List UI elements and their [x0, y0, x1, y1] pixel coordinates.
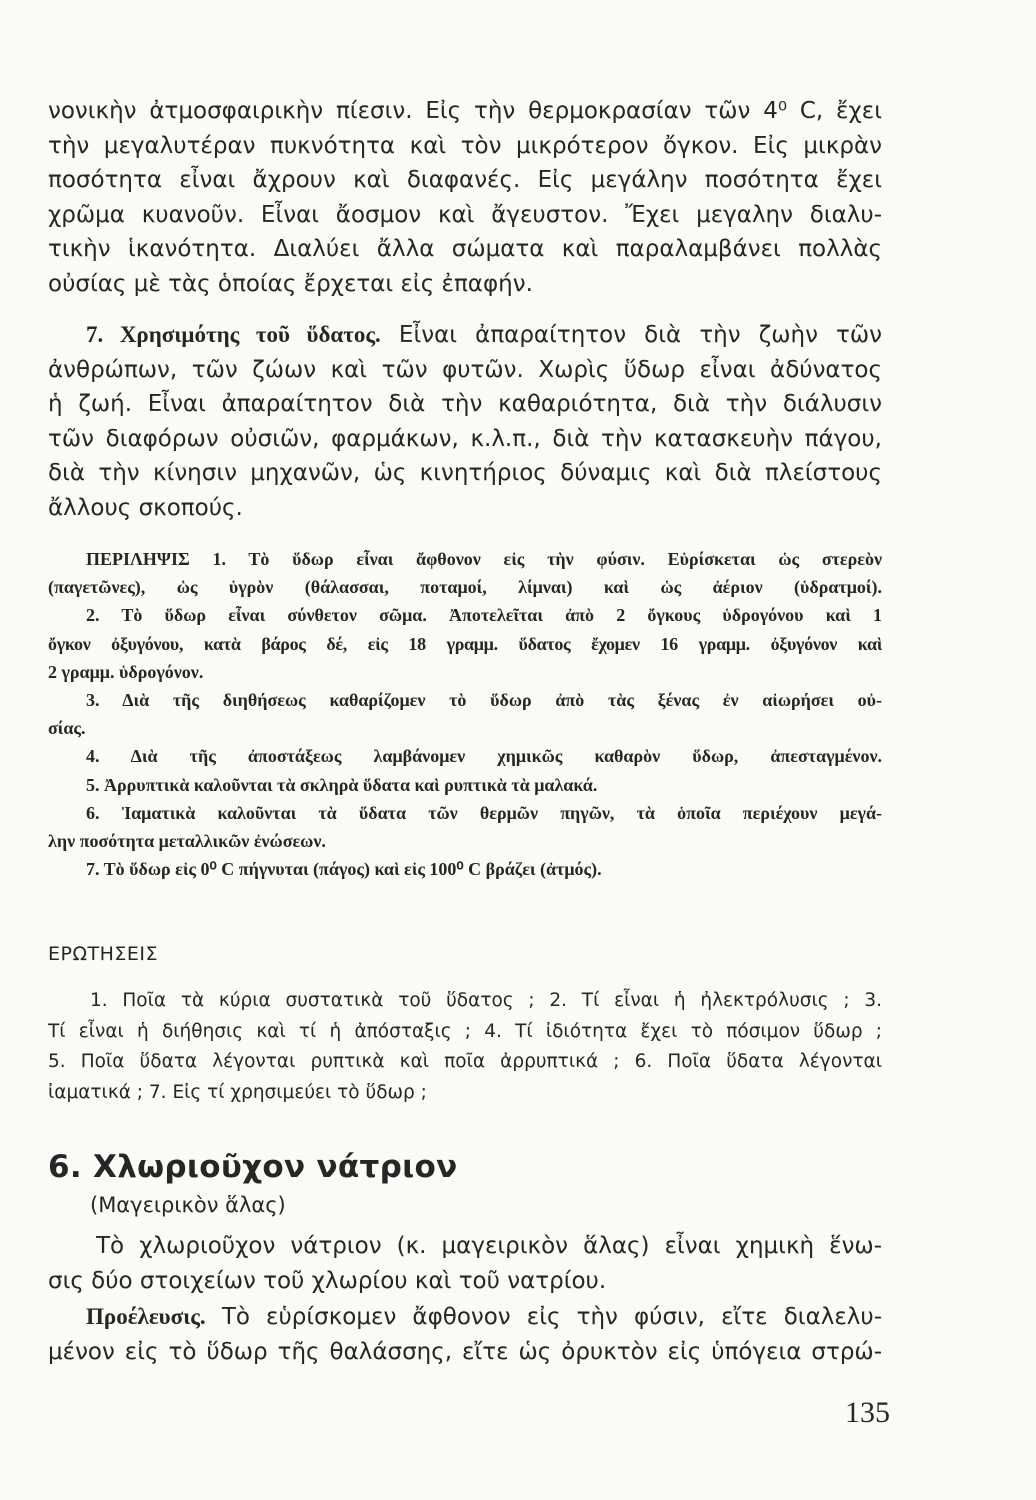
summary-line: λην ποσότητα μεταλλικῶν ἐνώσεων.: [48, 831, 326, 852]
section-title: 6. Χλωριοῦχον νάτριον: [48, 1149, 458, 1185]
text-line: τῶν διαφόρων οὐσιῶν, φαρμάκων, κ.λ.π., διὰ τὴν κατασκευὴν πάγου,: [48, 425, 882, 452]
summary-line: (παγετῶνες), ὡς ὑγρὸν (θάλασσαι, ποταμοί, λίμναι) καὶ ὡς ἀέριον (ὑδρατμοί).: [48, 577, 882, 598]
text-line: σις δύο στοιχείων τοῦ χλωρίου καὶ τοῦ νατρίου.: [48, 1267, 607, 1294]
text-line: οὐσίας μὲ τὰς ὁποίας ἔρχεται εἰς ἐπαφήν.: [48, 270, 533, 297]
summary-line: 2. Τὸ ὕδωρ εἶναι σύνθετον σῶμα. Ἀποτελεῖται ἀπὸ 2 ὄγκους ὑδρογόνου καὶ 1: [86, 605, 882, 626]
text-line: νονικὴν ἀτμοσφαιρικὴν πίεσιν. Εἰς τὴν θερμοκρασίαν τῶν 4⁰ C, ἔχει: [48, 98, 882, 124]
section-subtitle: (Μαγειρικὸν ἅλας): [90, 1193, 286, 1217]
questions-block: [48, 942, 882, 1108]
summary-block: [48, 545, 882, 883]
summary-line: 2 γραμμ. ὑδρογόνον.: [48, 661, 204, 682]
section-sodium-chloride: [48, 1147, 882, 1219]
summary-line: 3. Διὰ τῆς διηθήσεως καθαρίζομεν τὸ ὕδωρ ἀπὸ τὰς ξένας ἐν αἰωρήσει οὐ-: [86, 690, 882, 711]
heading-continuation: Τὸ εὑρίσκομεν ἄφθονον εἰς τὴν φύσιν, εἴτε διαλελυ-: [221, 1304, 882, 1330]
summary-line: 6. Ἰαματικὰ καλοῦνται τὰ ὕδατα τῶν θερμῶν πηγῶν, τὰ ὁποῖα περιέχουν μεγά-: [86, 802, 882, 823]
text-line: [48, 1300, 882, 1335]
question-line: 1. Ποῖα τὰ κύρια συστατικὰ τοῦ ὕδατος ; 2. Τί εἶναι ἡ ἠλεκτρόλυσις ; 3.: [90, 990, 882, 1011]
question-line: Τί εἶναι ἡ διήθησις καὶ τί ἡ ἀπόσταξις ; 4. Τί ἰδιότητα ἔχει τὸ πόσιμον ὕδωρ ;: [48, 1020, 882, 1042]
text-line: τικὴν ἱκανότητα. Διαλύει ἄλλα σώματα καὶ παραλαμβάνει πολλὰς: [48, 236, 882, 262]
questions-list: [48, 986, 882, 1108]
text-line: ἀνθρώπων, τῶν ζώων καὶ τῶν φυτῶν. Χωρὶς ὕδωρ εἶναι ἀδύνατος: [48, 356, 882, 383]
summary-line: 5. Ἀρρυπτικὰ καλοῦνται τὰ σκληρὰ ὕδατα καὶ ρυπτικὰ τὰ μαλακά.: [86, 774, 598, 795]
questions-title: ΕΡΩΤΗΣΕΙΣ: [48, 943, 158, 965]
text-line: ποσότητα εἶναι ἄχρουν καὶ διαφανές. Εἰς μεγάλην ποσότητα ἔχει: [48, 167, 882, 193]
question-line: ἰαματικά ; 7. Εἰς τί χρησιμεύει τὸ ὕδωρ ;: [48, 1081, 427, 1103]
paragraph-definition: [48, 1229, 882, 1298]
paragraph-heading: Προέλευσις.: [86, 1304, 206, 1329]
text-line: ἡ ζωή. Εἶναι ἀπαραίτητον διὰ τὴν καθαριότητα, διὰ τὴν διάλυσιν: [48, 391, 882, 417]
text-line: χρῶμα κυανοῦν. Εἶναι ἄοσμον καὶ ἄγευστον. Ἔχει μεγαλην διαλυ-: [48, 201, 882, 228]
paragraph-water-properties: [48, 94, 882, 301]
text-line: ἄλλους σκοπούς.: [48, 494, 243, 521]
text-line: [48, 318, 882, 353]
paragraph-water-usefulness: [48, 318, 882, 525]
text-line: διὰ τὴν κίνησιν μηχανῶν, ὡς κινητήριος δύναμις καὶ διὰ πλείστους: [48, 460, 882, 486]
summary-line: ὄγκον ὀξυγόνου, κατὰ βάρος δέ, εἰς 18 γραμμ. ὕδατος ἔχομεν 16 γραμμ. ὀξυγόνον καὶ: [48, 633, 882, 654]
text-line: μένον εἰς τὸ ὕδωρ τῆς θαλάσσης, εἴτε ὡς ὀρυκτὸν εἰς ὑπόγεια στρώ-: [48, 1338, 882, 1365]
summary-line: ΠΕΡΙΛΗΨΙΣ 1. Τὸ ὕδωρ εἶναι ἄφθονον εἰς τὴν φύσιν. Εὑρίσκεται ὡς στερεὸν: [86, 549, 882, 569]
paragraph-origin: [48, 1300, 882, 1369]
paragraph-heading: 7. Χρησιμότης τοῦ ὕδατος.: [86, 322, 381, 347]
text-line: Τὸ χλωριοῦχον νάτριον (κ. μαγειρικὸν ἅλας) εἶναι χημικὴ ἕνω-: [96, 1233, 882, 1259]
question-line: 5. Ποῖα ὕδατα λέγονται ρυπτικὰ καὶ ποῖα ἀρρυπτικά ; 6. Ποῖα ὕδατα λέγονται: [48, 1051, 882, 1072]
summary-line: σίας.: [48, 718, 86, 739]
summary-line: 4. Διὰ τῆς ἀποστάξεως λαμβάνομεν χημικῶς καθαρὸν ὕδωρ, ἀπεσταγμένον.: [86, 746, 882, 767]
page-number: 135: [845, 1396, 890, 1429]
text-line: τὴν μεγαλυτέραν πυκνότητα καὶ τὸν μικρότερον ὄγκον. Εἰς μικρὰν: [48, 132, 882, 159]
heading-continuation: Εἶναι ἀπαραίτητον διὰ τὴν ζωὴν τῶν: [398, 322, 882, 348]
summary-line: 7. Τὸ ὕδωρ εἰς 0⁰ C πήγνυται (πάγος) καὶ εἰς 100⁰ C βράζει (ἀτμός).: [86, 859, 602, 880]
